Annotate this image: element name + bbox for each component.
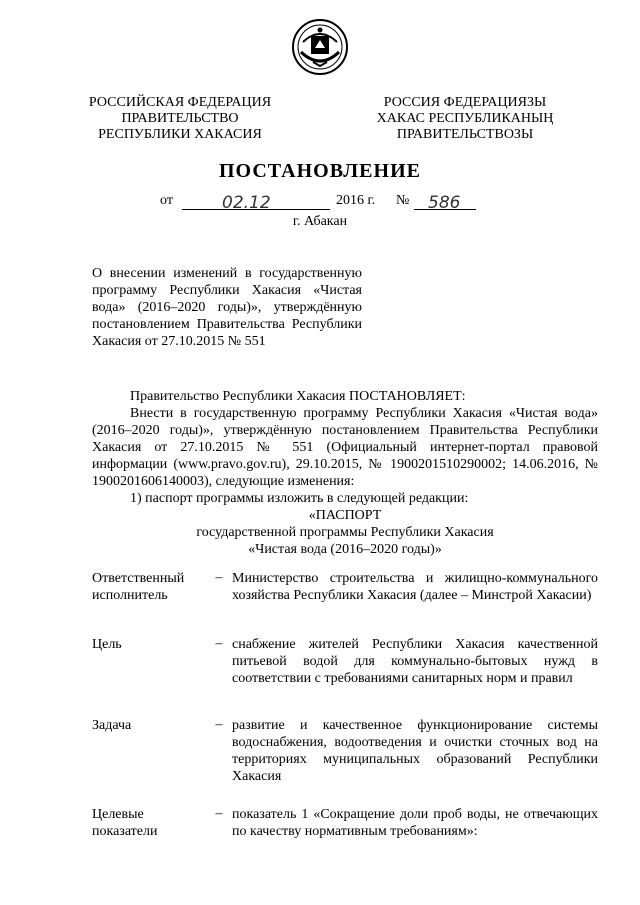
body-paragraph-2: Внести в государственную программу Республики Хакасия «Чистая вода» (2016–2020 годы)», утверждённую постановлением Правительства Республики Хакасия от 27.10.2015 № 551 (Официальный интернет-портал правовой информации (www.pravo.gov.ru), 29.10.2015, № 1900201510290002; 14.06.2016, № 1900201606140003), следующие изменения: bbox=[92, 406, 598, 489]
header-left-line: ПРАВИТЕЛЬСТВО bbox=[121, 111, 239, 126]
date-handwritten: 02.12 bbox=[222, 193, 271, 213]
city-label: г. Абакан bbox=[292, 214, 348, 229]
body-text bbox=[92, 388, 598, 558]
number-handwritten: 586 bbox=[428, 193, 461, 213]
row-dash: – bbox=[215, 806, 223, 821]
row-label-goal: Цель bbox=[92, 637, 122, 652]
row-text-responsible: Министерство строительства и жилищно-коммунального хозяйства Республики Хакасия (далее – Минстрой Хакасии) bbox=[232, 571, 598, 603]
subject-block: О внесении изменений в государственную программу Республики Хакасия «Чистая вода» (2016–2020 годы)», утверждённую постановлением Правительства Республики Хакасия от 27.10.2015 № 551 bbox=[92, 266, 362, 349]
passport-title: «ПАСПОРТ bbox=[308, 508, 382, 523]
header-left-line: РОССИЙСКАЯ ФЕДЕРАЦИЯ bbox=[88, 95, 272, 110]
row-dash: – bbox=[215, 570, 223, 585]
row-label-responsible: Ответственный исполнитель bbox=[92, 571, 185, 603]
row-dash: – bbox=[215, 717, 223, 732]
year-label: 2016 г. bbox=[336, 193, 376, 208]
header-right-line: ХАКАС РЕСПУБЛИКАНЫҢ bbox=[376, 111, 554, 126]
header-right bbox=[355, 95, 575, 143]
passport-subtitle-2: «Чистая вода (2016–2020 годы)» bbox=[248, 542, 442, 557]
row-text-indicators: показатель 1 «Сокращение доли проб воды, не отвечающих по качеству нормативным требованиям»: bbox=[232, 807, 598, 839]
coat-of-arms-emblem bbox=[291, 18, 349, 76]
date-number-line bbox=[160, 193, 520, 213]
row-text-goal: снабжение жителей Республики Хакасия качественной питьевой водой для коммунально-бытовых нужд в соответствии с требованиями санитарных норм и правил bbox=[232, 637, 598, 686]
header-right-line: РОССИЯ ФЕДЕРАЦИЯЗЫ bbox=[383, 95, 547, 110]
passport-subtitle-1: государственной программы Республики Хакасия bbox=[196, 525, 494, 540]
body-paragraph-3: 1) паспорт программы изложить в следующей редакции: bbox=[130, 491, 469, 506]
row-label-indicators: Целевые показатели bbox=[92, 807, 158, 839]
header-right-line: ПРАВИТЕЛЬСТВОЗЫ bbox=[396, 127, 534, 142]
row-dash: – bbox=[215, 636, 223, 651]
header-left bbox=[70, 95, 290, 143]
header-left-line: РЕСПУБЛИКИ ХАКАСИЯ bbox=[98, 127, 262, 142]
row-label-task: Задача bbox=[92, 718, 132, 733]
document-title: ПОСТАНОВЛЕНИЕ bbox=[219, 160, 421, 182]
emblem-icon bbox=[291, 18, 349, 76]
body-paragraph-1: Правительство Республики Хакасия ПОСТАНОВЛЯЕТ: bbox=[130, 389, 466, 404]
number-label: № bbox=[396, 193, 410, 208]
from-label: от bbox=[160, 193, 173, 208]
row-text-task: развитие и качественное функционирование системы водоснабжения, водоотведения и очистки сточных вод на территориях муниципальных образований Республики Хакасия bbox=[232, 718, 598, 784]
